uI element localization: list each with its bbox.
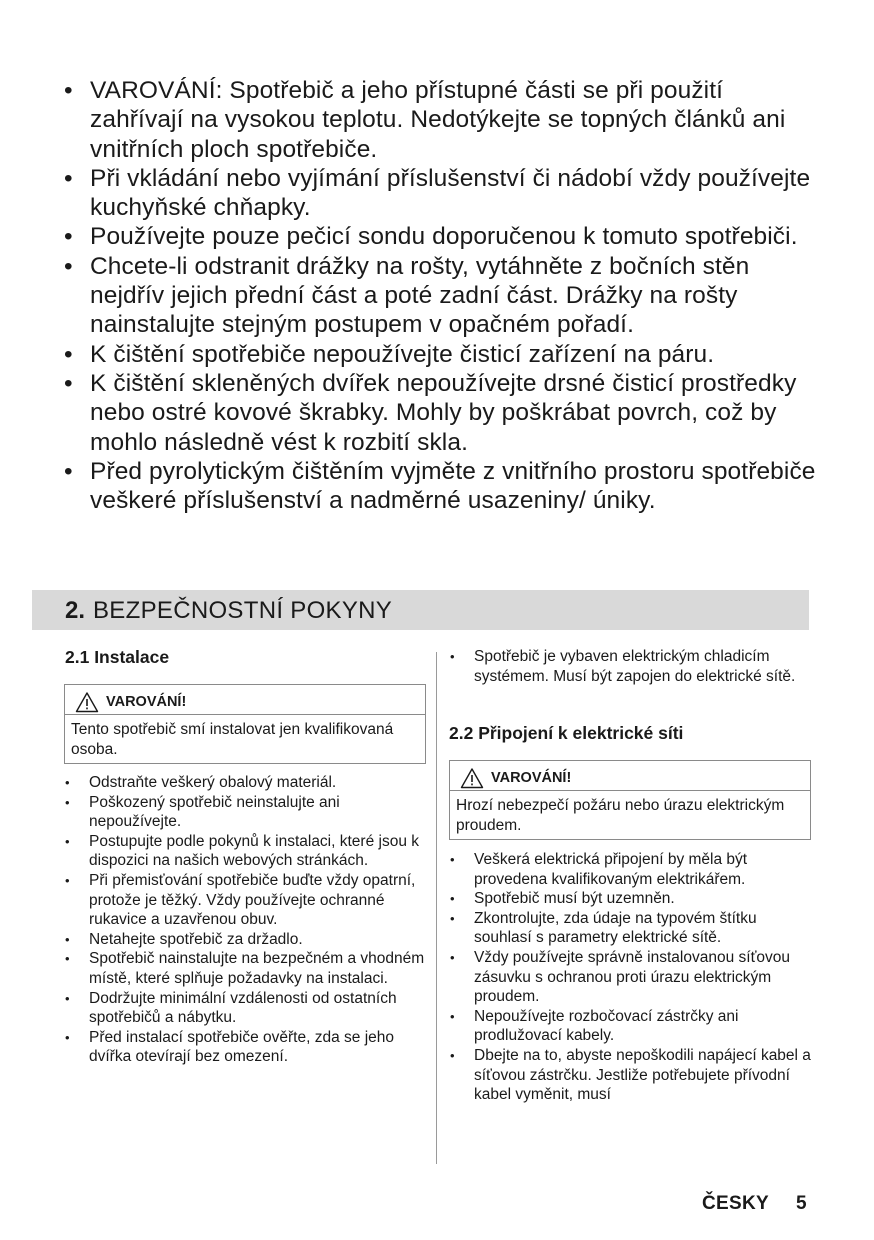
- list-item: [449, 889, 811, 909]
- list-item-text: Vždy používejte správně instalovanou síťovou zásuvku s ochranou proti úrazu elektrickým proudem.: [474, 948, 791, 1006]
- list-item-text: Dodržujte minimální vzdálenosti od ostatních spotřebičů a nábytku.: [89, 989, 397, 1027]
- list-item-text: Při přemisťování spotřebiče buďte vždy opatrní, protože je těžký. Vždy používejte ochranné rukavice a uzavřenou obuv.: [89, 871, 416, 929]
- bullet-glyph: •: [65, 951, 70, 967]
- bullet-glyph: •: [64, 164, 73, 192]
- page-number: 5: [796, 1193, 807, 1214]
- bullet-glyph: •: [64, 340, 73, 368]
- list-item: [64, 773, 426, 793]
- column-divider: [436, 652, 437, 1164]
- list-item: [449, 1007, 811, 1046]
- bullet-glyph: •: [450, 891, 455, 907]
- list-item: [62, 340, 822, 369]
- bullet-glyph: •: [450, 649, 455, 664]
- list-item: [62, 222, 822, 251]
- list-item-text: Spotřebič je vybaven elektrickým chladicím systémem. Musí být zapojen do elektrické sítě.: [474, 648, 796, 685]
- list-item: [62, 369, 822, 457]
- list-item: [449, 850, 811, 889]
- bullet-glyph: •: [450, 852, 455, 867]
- list-item: [449, 647, 811, 686]
- warning-divider: [450, 790, 810, 791]
- bullet-glyph: •: [450, 949, 455, 965]
- list-item: [64, 1028, 426, 1067]
- list-item: [64, 871, 426, 930]
- electrical-heading: 2.2 Připojení k elektrické síti: [449, 723, 684, 743]
- list-item-text: Při vkládání nebo vyjímání příslušenství či nádobí vždy používejte kuchyňské chňapky.: [90, 164, 811, 222]
- list-item-text: Poškozený spotřebič neinstalujte ani nepoužívejte.: [89, 793, 340, 831]
- list-item: [64, 793, 426, 832]
- list-item-text: Před instalací spotřebiče ověřte, zda se jeho dvířka otevírají bez omezení.: [89, 1028, 395, 1066]
- list-item: [449, 948, 811, 1007]
- bullet-glyph: •: [450, 1047, 455, 1063]
- list-item-text: Dbejte na to, abyste nepoškodili napájecí kabel a síťovou zástrčku. Jestliže potřebujete přívodní kabel vyměnit, musí: [474, 1046, 811, 1104]
- list-item: [64, 930, 426, 950]
- bullet-glyph: •: [64, 457, 73, 485]
- cooling-note-list: [449, 647, 811, 686]
- list-item: [62, 76, 822, 164]
- list-item: [62, 457, 822, 516]
- warning-bullet-list: [62, 76, 822, 515]
- electrical-list: [449, 850, 811, 1105]
- bullet-glyph: •: [65, 794, 70, 810]
- bullet-glyph: •: [64, 223, 73, 251]
- list-item-text: Nepoužívejte rozbočovací zástrčky ani prodlužovací kabely.: [474, 1007, 739, 1045]
- list-item-text: Netahejte spotřebič za držadlo.: [89, 930, 303, 948]
- list-item: [62, 164, 822, 223]
- list-item-text: Spotřebič nainstalujte na bezpečném a vhodném místě, které splňuje požadavky na instalaci.: [89, 950, 425, 987]
- warning-text: Hrozí nebezpečí požáru nebo úrazu elektrickým proudem.: [456, 797, 785, 834]
- list-item-text: Používejte pouze pečicí sondu doporučenou k tomuto spotřebiči.: [90, 223, 798, 251]
- installation-warning-box: [64, 684, 426, 764]
- list-item-text: Odstraňte veškerý obalový materiál.: [89, 774, 337, 791]
- bullet-glyph: •: [64, 77, 73, 104]
- bullet-glyph: •: [64, 369, 73, 397]
- bullet-glyph: •: [64, 252, 73, 280]
- list-item-text: Spotřebič musí být uzemněn.: [474, 890, 675, 908]
- electrical-warning-box: [449, 760, 811, 840]
- warning-label: VAROVÁNÍ!: [106, 694, 187, 710]
- footer-language: ČESKY: [702, 1193, 769, 1214]
- warning-text: Tento spotřebič smí instalovat jen kvalifikovaná osoba.: [71, 721, 394, 758]
- list-item: [64, 949, 426, 988]
- list-item-text: K čištění spotřebiče nepoužívejte čisticí zařízení na páru.: [90, 340, 715, 368]
- list-item-text: Postupujte podle pokynů k instalaci, které jsou k dispozici na našich webových stránkách.: [89, 832, 419, 870]
- bullet-glyph: •: [65, 775, 70, 790]
- section-number: 2.: [65, 597, 86, 624]
- bullet-glyph: •: [65, 872, 70, 888]
- list-item-text: Zkontrolujte, zda údaje na typovém štítku souhlasí s parametry elektrické sítě.: [474, 909, 757, 947]
- list-item: [449, 1046, 811, 1105]
- list-item-text: Chcete-li odstranit drážky na rošty, vytáhněte z bočních stěn nejdřív jejich přední část a poté zadní část. Drážky na rošty nainstalujte stejným postupem v opačném pořadí.: [90, 252, 750, 339]
- bullet-glyph: •: [450, 1008, 455, 1024]
- list-item-text: Před pyrolytickým čištěním vyjměte z vnitřního prostoru spotřebiče veškeré příslušenství a nadměrné usazeniny/ úniky.: [90, 457, 816, 515]
- bullet-glyph: •: [450, 910, 455, 926]
- bullet-glyph: •: [65, 990, 70, 1006]
- list-item-text: K čištění skleněných dvířek nepoužívejte drsné čisticí prostředky nebo ostré kovové škrabky. Mohly by poškrábat povrch, což by mohlo následně vést k rozbití skla.: [90, 369, 797, 456]
- warning-triangle-icon: [460, 767, 484, 789]
- warning-triangle-icon: [75, 691, 99, 713]
- installation-list: [64, 773, 426, 1067]
- warning-divider: [65, 714, 425, 715]
- list-item-text: VAROVÁNÍ: Spotřebič a jeho přístupné části se při použití zahřívají na vysokou teplotu. Nedotýkejte se topných článků ani vnitřních ploch spotřebiče.: [90, 77, 786, 163]
- section-heading-bar: [32, 590, 809, 630]
- bullet-glyph: •: [65, 1029, 70, 1045]
- list-item: [64, 832, 426, 871]
- list-item: [449, 909, 811, 948]
- section-title: BEZPEČNOSTNÍ POKYNY: [93, 597, 393, 624]
- list-item-text: Veškerá elektrická připojení by měla být provedena kvalifikovaným elektrikářem.: [474, 851, 748, 888]
- list-item: [64, 989, 426, 1028]
- bullet-glyph: •: [65, 931, 70, 947]
- list-item: [62, 252, 822, 340]
- installation-heading: 2.1 Instalace: [65, 647, 170, 667]
- bullet-glyph: •: [65, 833, 70, 849]
- warning-label: VAROVÁNÍ!: [491, 770, 572, 786]
